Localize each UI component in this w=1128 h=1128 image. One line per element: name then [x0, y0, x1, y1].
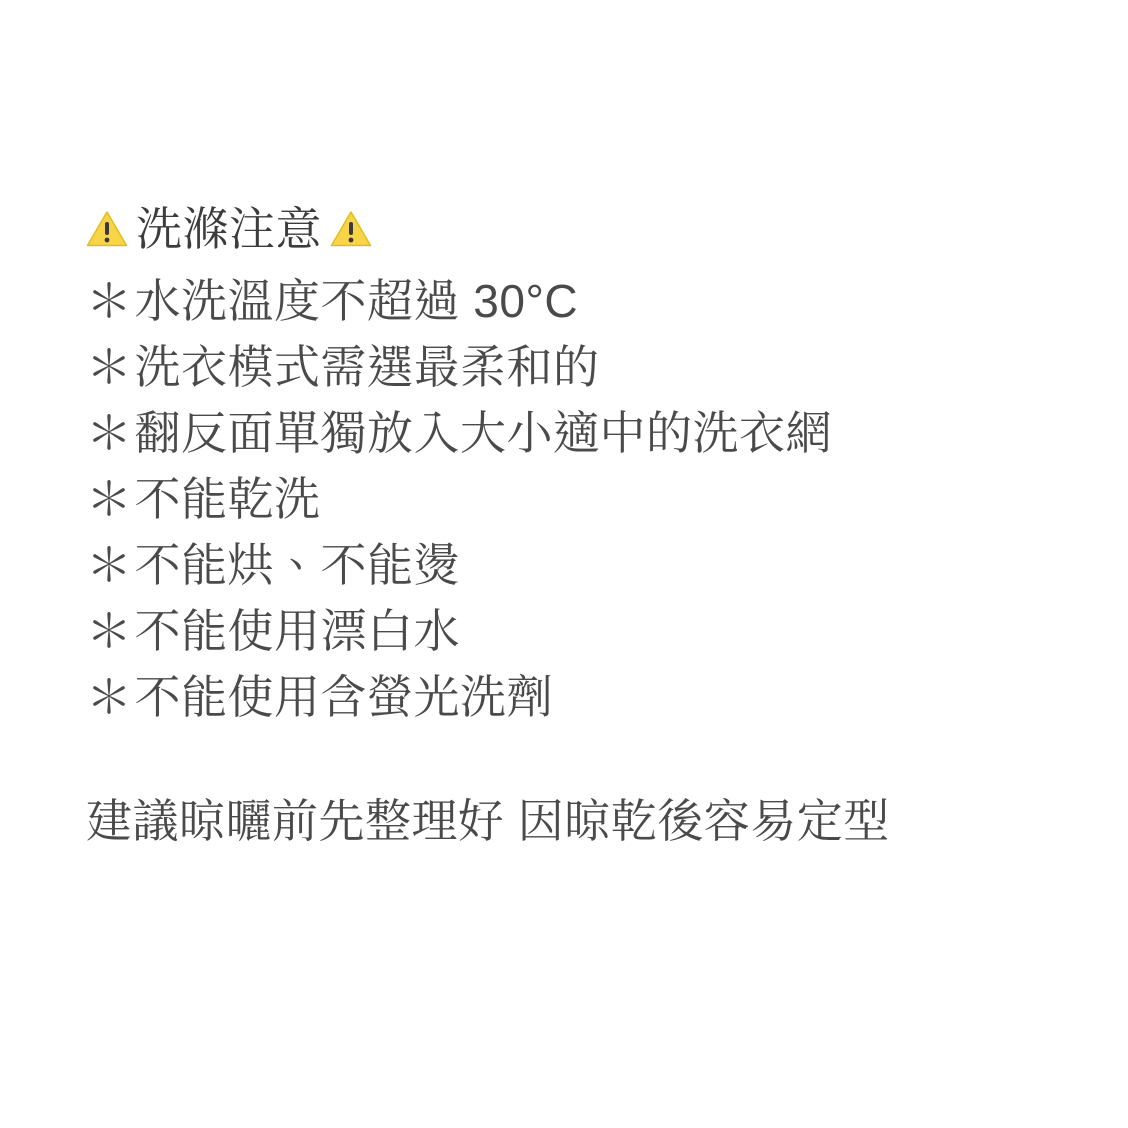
- list-item-text: 不能使用漂白水: [134, 605, 460, 657]
- bullet-marker: ＊: [86, 539, 133, 591]
- list-item: [86, 466, 1066, 532]
- list-item: [86, 334, 1066, 400]
- warning-icon-left: [86, 210, 128, 248]
- list-item: [86, 664, 1066, 730]
- care-note: 建議晾曬前先整理好 因晾乾後容易定型: [86, 795, 890, 847]
- bullet-marker: ＊: [86, 275, 133, 327]
- bullet-marker: ＊: [86, 473, 133, 525]
- care-heading-text: 洗滌注意: [136, 203, 322, 255]
- list-item-text: 水洗溫度不超過 30°C: [134, 275, 579, 327]
- list-item-text: 翻反面單獨放入大小適中的洗衣網: [134, 407, 832, 459]
- list-item-text: 不能烘、不能燙: [134, 539, 460, 591]
- list-item: [86, 598, 1066, 664]
- bullet-marker: ＊: [86, 605, 133, 657]
- bullet-marker: ＊: [86, 671, 133, 723]
- bullet-marker: ＊: [86, 341, 133, 393]
- list-item-text: 不能乾洗: [134, 473, 321, 525]
- bullet-marker: ＊: [86, 407, 133, 459]
- list-item: [86, 532, 1066, 598]
- paragraph-spacer: [86, 730, 1066, 788]
- list-item-text: 不能使用含螢光洗劑: [134, 671, 553, 723]
- list-item-text: 洗衣模式需選最柔和的: [134, 341, 600, 393]
- list-item: [86, 268, 1066, 334]
- care-heading: [86, 198, 1066, 260]
- care-instructions-block: [86, 198, 1066, 854]
- list-item: [86, 400, 1066, 466]
- warning-icon-right: [330, 210, 372, 248]
